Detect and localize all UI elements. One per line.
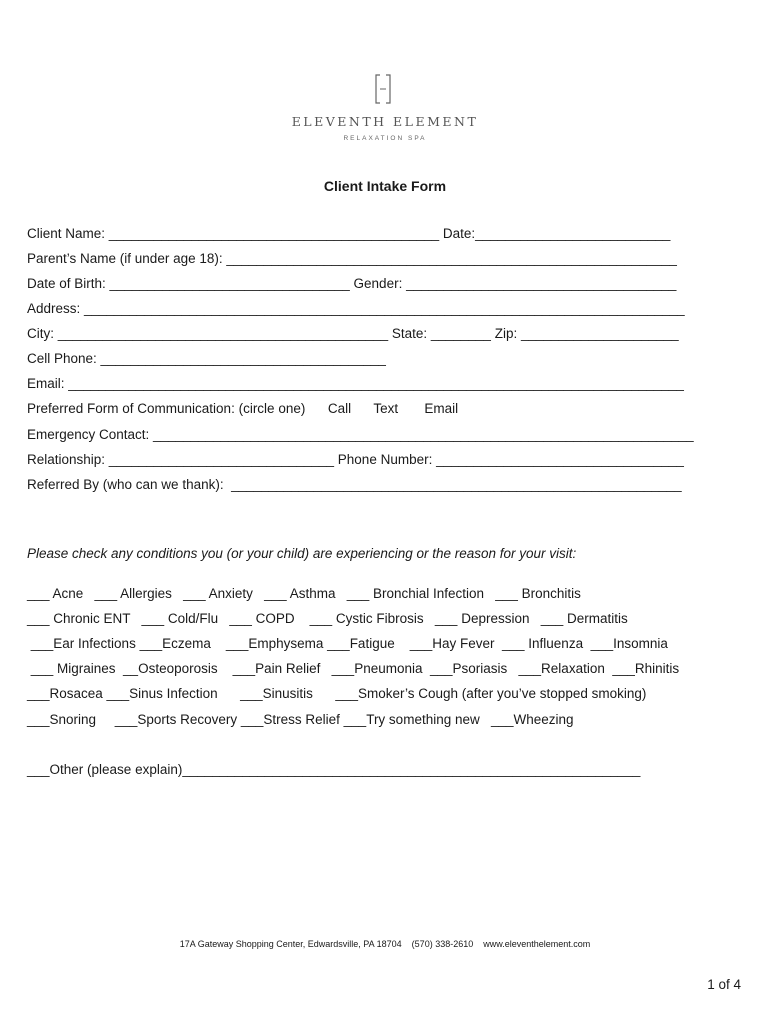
relationship-phone-field[interactable]: Relationship: ______________________________ Phone Number: _________________________________ [27,452,684,467]
communication-preference[interactable]: Preferred Form of Communication: (circle one) Call Text Email [27,401,459,416]
brand-logo-icon [374,74,392,104]
brand-tagline: RELAXATION SPA [343,135,427,142]
email-field[interactable]: Email: __________________________________________________________________________________ [27,376,684,391]
conditions-prompt: Please check any conditions you (or your child) are experiencing or the reason for your visit: [27,546,577,561]
client-name-field[interactable]: Client Name: ____________________________________________ Date:__________________________ [27,226,671,241]
referred-by-field[interactable]: Referred By (who can we thank): ____________________________________________________________ [27,477,682,492]
city-state-zip-field[interactable]: City: ____________________________________________ State: ________ Zip: _____________________ [27,326,679,341]
condition-row[interactable]: ___ Acne ___ Allergies ___ Anxiety ___ Asthma ___ Bronchial Infection ___ Bronchitis [27,586,581,601]
parent-name-field[interactable]: Parent’s Name (if under age 18): ____________________________________________________________ [27,251,677,266]
brand-name: ELEVENTH ELEMENT [291,114,479,129]
address-field[interactable]: Address: ________________________________________________________________________________ [27,301,685,316]
emergency-contact-field[interactable]: Emergency Contact: ________________________________________________________________________ [27,427,694,442]
dob-gender-field[interactable]: Date of Birth: ________________________________ Gender: ____________________________________ [27,276,677,291]
condition-row[interactable]: ___Ear Infections ___Eczema ___Emphysema ___Fatigue ___Hay Fever ___ Influenza ___Insomnia [27,636,668,651]
other-field[interactable]: ___Other (please explain)_____________________________________________________________ [27,762,641,777]
condition-row[interactable]: ___Rosacea ___Sinus Infection ___Sinusitis ___Smoker’s Cough (after you’ve stopped smoking) [27,686,647,701]
page-number: 1 of 4 [707,977,741,992]
cell-phone-field[interactable]: Cell Phone: ______________________________________ [27,351,386,366]
condition-row[interactable]: ___Snoring ___Sports Recovery ___Stress Relief ___Try something new ___Wheezing [27,712,574,727]
condition-row[interactable]: ___ Migraines __Osteoporosis ___Pain Relief ___Pneumonia ___Psoriasis ___Relaxation ___Rhinitis [27,661,680,676]
condition-row[interactable]: ___ Chronic ENT ___ Cold/Flu ___ COPD ___ Cystic Fibrosis ___ Depression ___ Dermatitis [27,611,628,626]
footer-address: 17A Gateway Shopping Center, Edwardsville, PA 18704 (570) 338-2610 www.eleventhelement.com [179,939,591,949]
form-title: Client Intake Form [323,178,447,194]
